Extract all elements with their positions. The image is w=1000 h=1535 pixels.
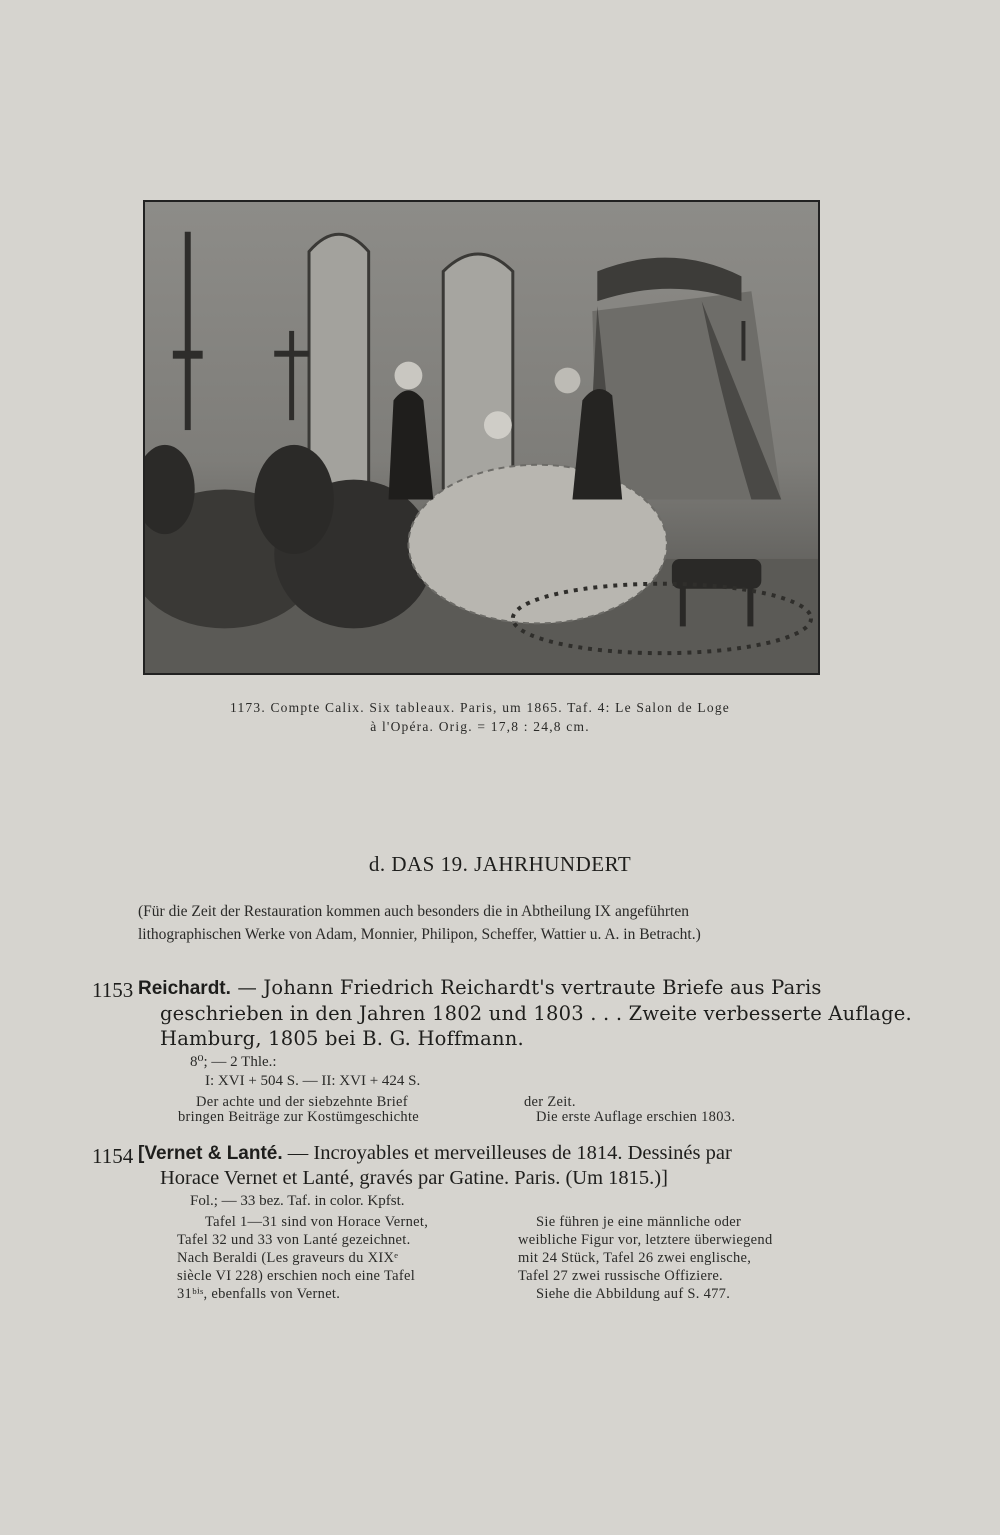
entry-right-line5: Siehe die Abbildung auf S. 477. xyxy=(536,1286,731,1302)
entry-left-line3: Nach Beraldi (Les graveurs du XIXᵉ xyxy=(177,1250,399,1266)
entry-title-text: — Incroyables et merveilleuses de 1814. Dessinés par xyxy=(282,1142,732,1164)
entry-author: Reichardt. xyxy=(138,978,231,999)
section-title: d. DAS 19. JAHRHUNDERT xyxy=(368,852,632,876)
entry-format: 8⁰; — 2 Thle.: xyxy=(190,1054,277,1070)
entry-volumes: I: XVI + 504 S. — II: XVI + 424 S. xyxy=(205,1073,421,1089)
entry-right-line1: Sie führen je eine männliche oder xyxy=(536,1214,742,1230)
entry-title-text: — Johann Friedrich Reichardt's vertraute Briefe aus Paris xyxy=(230,976,822,999)
entry-title-line2: Horace Vernet et Lanté, gravés par Gatine. Paris. (Um 1815.)] xyxy=(160,1167,668,1189)
section-note-line1: (Für die Zeit der Restauration kommen auch besonders die in Abtheilung IX angeführten xyxy=(138,903,689,920)
entry-right-line4: Tafel 27 zwei russische Offiziere. xyxy=(518,1268,723,1284)
entry-note-left-line1: Der achte und der siebzehnte Brief xyxy=(196,1094,408,1110)
section-note-line2: lithographischen Werke von Adam, Monnier, Philipon, Scheffer, Wattier u. A. in Betracht.) xyxy=(138,926,701,943)
entry-format: Fol.; — 33 bez. Taf. in color. Kpfst. xyxy=(190,1193,405,1209)
plate-caption-line1: 1173. Compte Calix. Six tableaux. Paris, um 1865. Taf. 4: Le Salon de Loge xyxy=(230,700,730,715)
entry-right-line2: weibliche Figur vor, letztere überwiegend xyxy=(518,1232,773,1248)
entry-left-line1: Tafel 1—31 sind von Horace Vernet, xyxy=(205,1214,429,1230)
entry-author: [Vernet & Lanté. xyxy=(138,1143,283,1164)
salon-de-loge-engraving xyxy=(145,202,818,673)
entry-right-line3: mit 24 Stück, Tafel 26 zwei englische, xyxy=(518,1250,752,1266)
entry-note-left-line2: bringen Beiträge zur Kostümgeschichte xyxy=(178,1109,420,1125)
entry-left-line4: siècle VI 228) erschien noch eine Tafel xyxy=(177,1268,416,1284)
entry-note-right-line2: Die erste Auflage erschien 1803. xyxy=(536,1109,736,1125)
entry-note-right-line1: der Zeit. xyxy=(524,1094,576,1110)
entry-title-line1 xyxy=(138,1142,732,1165)
plate-caption-line2: à l'Opéra. Orig. = 17,8 : 24,8 cm. xyxy=(370,719,590,734)
entry-title-line2: geschrieben in den Jahren 1802 und 1803 . . . Zweite verbesserte Auflage. xyxy=(160,1002,912,1025)
engraving-plate xyxy=(143,200,820,675)
entry-left-line2: Tafel 32 und 33 von Lanté gezeichnet. xyxy=(177,1232,411,1248)
entry-left-line5: 31ᵇⁱˢ, ebenfalls von Vernet. xyxy=(177,1286,341,1302)
entry-title-line1 xyxy=(138,976,822,1000)
entry-number: 1153 xyxy=(92,978,134,1002)
entry-number: 1154 xyxy=(92,1144,134,1168)
entry-title-line3: Hamburg, 1805 bei B. G. Hoffmann. xyxy=(160,1027,524,1050)
